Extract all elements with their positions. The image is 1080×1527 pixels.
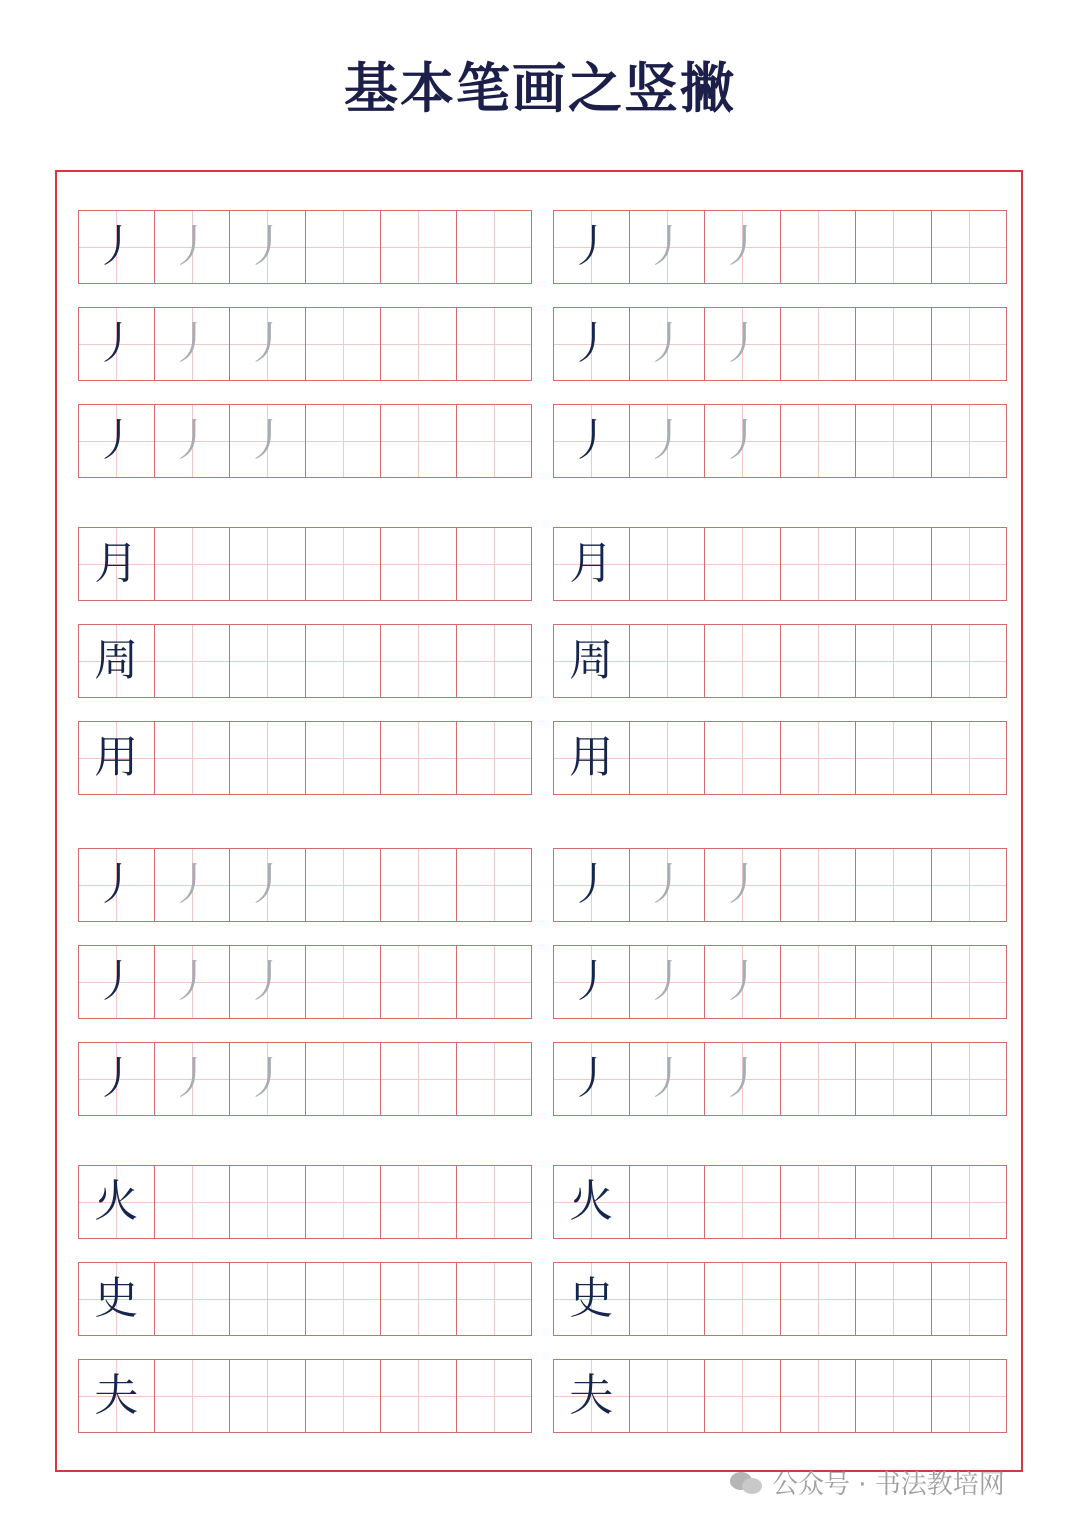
practice-row (78, 1359, 532, 1433)
grid-cell (79, 211, 155, 283)
grid-cell (781, 405, 857, 477)
grid-cell (781, 722, 857, 794)
practice-row (78, 721, 532, 795)
grid-cell (781, 1166, 857, 1238)
trace-character: 丿 (169, 956, 214, 1007)
grid-cell (457, 722, 532, 794)
grid-cell (554, 849, 630, 921)
grid-cell (306, 625, 382, 697)
practice-row (78, 210, 532, 284)
grid-cell (781, 211, 857, 283)
grid-cell (932, 1360, 1007, 1432)
grid-cell (155, 946, 231, 1018)
grid-cell (932, 1043, 1007, 1115)
trace-character: 丿 (720, 415, 765, 466)
model-character: 夫 (569, 1370, 614, 1421)
practice-row (78, 1262, 532, 1336)
trace-character: 丿 (720, 318, 765, 369)
grid-cell (932, 1263, 1007, 1335)
grid-cell (781, 308, 857, 380)
grid-cell (230, 722, 306, 794)
model-character: 月 (94, 538, 139, 589)
grid-cell (79, 625, 155, 697)
model-character: 丿 (94, 1053, 139, 1104)
grid-cell (79, 849, 155, 921)
grid-cell (705, 1166, 781, 1238)
grid-cell (381, 308, 457, 380)
practice-row (553, 721, 1007, 795)
grid-cell (79, 946, 155, 1018)
practice-row (78, 1165, 532, 1239)
grid-cell (932, 528, 1007, 600)
grid-cell (856, 1263, 932, 1335)
grid-cell (932, 849, 1007, 921)
grid-cell (554, 528, 630, 600)
grid-cell (630, 528, 706, 600)
grid-cell (932, 405, 1007, 477)
model-character: 火 (569, 1176, 614, 1227)
grid-cell (554, 946, 630, 1018)
grid-cell (306, 1166, 382, 1238)
grid-cell (457, 211, 532, 283)
grid-cell (630, 625, 706, 697)
grid-cell (306, 849, 382, 921)
grid-cell (306, 308, 382, 380)
grid-cell (79, 722, 155, 794)
grid-cell (630, 308, 706, 380)
grid-cell (230, 308, 306, 380)
grid-cell (155, 849, 231, 921)
grid-cell (381, 722, 457, 794)
grid-cell (705, 211, 781, 283)
grid-cell (630, 1166, 706, 1238)
grid-cell (630, 1263, 706, 1335)
trace-character: 丿 (169, 318, 214, 369)
trace-character: 丿 (245, 1053, 290, 1104)
grid-cell (381, 849, 457, 921)
grid-cell (79, 308, 155, 380)
grid-cell (781, 625, 857, 697)
grid-cell (630, 1360, 706, 1432)
grid-cell (155, 405, 231, 477)
grid-cell (705, 1263, 781, 1335)
model-character: 夫 (94, 1370, 139, 1421)
grid-cell (155, 625, 231, 697)
grid-cell (381, 211, 457, 283)
grid-cell (457, 308, 532, 380)
grid-cell (230, 1166, 306, 1238)
grid-cell (705, 722, 781, 794)
practice-row (78, 307, 532, 381)
grid-cell (457, 946, 532, 1018)
practice-row (553, 1165, 1007, 1239)
grid-cell (630, 946, 706, 1018)
grid-cell (79, 405, 155, 477)
grid-cell (155, 1166, 231, 1238)
grid-cell (381, 1360, 457, 1432)
model-character: 丿 (569, 859, 614, 910)
practice-row (78, 624, 532, 698)
grid-cell (781, 1263, 857, 1335)
grid-cell (554, 722, 630, 794)
trace-character: 丿 (644, 318, 689, 369)
grid-cell (457, 1043, 532, 1115)
grid-cell (230, 1263, 306, 1335)
grid-cell (155, 1263, 231, 1335)
grid-cell (554, 1360, 630, 1432)
practice-row (553, 1359, 1007, 1433)
model-character: 丿 (94, 415, 139, 466)
grid-cell (155, 722, 231, 794)
grid-cell (856, 211, 932, 283)
trace-character: 丿 (644, 1053, 689, 1104)
grid-cell (781, 1043, 857, 1115)
grid-cell (856, 946, 932, 1018)
grid-cell (79, 1166, 155, 1238)
grid-cell (932, 946, 1007, 1018)
grid-cell (932, 722, 1007, 794)
trace-character: 丿 (720, 221, 765, 272)
grid-cell (856, 1360, 932, 1432)
grid-cell (705, 625, 781, 697)
grid-cell (79, 1360, 155, 1432)
practice-row (553, 624, 1007, 698)
grid-cell (306, 1263, 382, 1335)
grid-cell (381, 625, 457, 697)
practice-row (553, 1042, 1007, 1116)
trace-character: 丿 (245, 221, 290, 272)
practice-row (78, 404, 532, 478)
model-character: 月 (569, 538, 614, 589)
grid-cell (457, 405, 532, 477)
grid-cell (79, 1043, 155, 1115)
grid-cell (781, 528, 857, 600)
grid-cell (155, 211, 231, 283)
grid-cell (630, 849, 706, 921)
grid-cell (554, 211, 630, 283)
grid-cell (457, 1166, 532, 1238)
grid-cell (306, 946, 382, 1018)
model-character: 用 (94, 732, 139, 783)
watermark-text: 公众号 · 书法教培网 (772, 1470, 1005, 1500)
grid-cell (856, 1043, 932, 1115)
grid-cell (381, 528, 457, 600)
grid-cell (705, 1360, 781, 1432)
model-character: 周 (94, 635, 139, 686)
grid-cell (856, 849, 932, 921)
grid-cell (705, 946, 781, 1018)
practice-row (78, 945, 532, 1019)
grid-cell (457, 1263, 532, 1335)
grid-cell (155, 528, 231, 600)
grid-cell (554, 625, 630, 697)
grid-cell (306, 405, 382, 477)
trace-character: 丿 (169, 1053, 214, 1104)
grid-cell (230, 1043, 306, 1115)
grid-cell (155, 308, 231, 380)
trace-character: 丿 (720, 859, 765, 910)
grid-cell (856, 722, 932, 794)
grid-cell (781, 849, 857, 921)
model-character: 史 (569, 1273, 614, 1324)
wechat-icon (730, 1470, 764, 1496)
model-character: 丿 (569, 956, 614, 1007)
grid-cell (856, 405, 932, 477)
grid-cell (705, 308, 781, 380)
grid-cell (381, 405, 457, 477)
grid-cell (932, 308, 1007, 380)
model-character: 史 (94, 1273, 139, 1324)
trace-character: 丿 (644, 221, 689, 272)
practice-row (78, 1042, 532, 1116)
grid-cell (230, 528, 306, 600)
grid-cell (230, 1360, 306, 1432)
grid-cell (932, 211, 1007, 283)
practice-row (78, 848, 532, 922)
grid-cell (630, 405, 706, 477)
trace-character: 丿 (644, 956, 689, 1007)
grid-cell (230, 946, 306, 1018)
model-character: 丿 (94, 956, 139, 1007)
grid-cell (381, 946, 457, 1018)
grid-cell (381, 1043, 457, 1115)
grid-cell (554, 1166, 630, 1238)
practice-row (553, 404, 1007, 478)
practice-row (553, 1262, 1007, 1336)
grid-cell (79, 1263, 155, 1335)
grid-cell (705, 849, 781, 921)
practice-row (553, 210, 1007, 284)
page-title: 基本笔画之竖撇 (344, 56, 736, 120)
trace-character: 丿 (169, 415, 214, 466)
grid-cell (230, 849, 306, 921)
grid-cell (230, 625, 306, 697)
grid-cell (306, 722, 382, 794)
practice-row (553, 527, 1007, 601)
grid-cell (306, 528, 382, 600)
grid-cell (856, 1166, 932, 1238)
grid-cell (306, 1043, 382, 1115)
model-character: 丿 (569, 318, 614, 369)
grid-cell (630, 211, 706, 283)
grid-cell (932, 625, 1007, 697)
trace-character: 丿 (245, 318, 290, 369)
grid-cell (856, 528, 932, 600)
trace-character: 丿 (720, 1053, 765, 1104)
grid-cell (230, 405, 306, 477)
model-character: 丿 (94, 318, 139, 369)
grid-cell (932, 1166, 1007, 1238)
trace-character: 丿 (720, 956, 765, 1007)
trace-character: 丿 (644, 415, 689, 466)
model-character: 丿 (569, 1053, 614, 1104)
grid-cell (155, 1360, 231, 1432)
grid-cell (705, 1043, 781, 1115)
grid-cell (856, 625, 932, 697)
grid-cell (79, 528, 155, 600)
model-character: 用 (569, 732, 614, 783)
trace-character: 丿 (245, 415, 290, 466)
grid-cell (306, 1360, 382, 1432)
model-character: 火 (94, 1176, 139, 1227)
model-character: 丿 (569, 221, 614, 272)
practice-row (553, 848, 1007, 922)
watermark (730, 1464, 1005, 1501)
grid-cell (705, 405, 781, 477)
grid-cell (554, 405, 630, 477)
grid-cell (381, 1166, 457, 1238)
grid-cell (781, 946, 857, 1018)
grid-cell (554, 308, 630, 380)
grid-cell (630, 722, 706, 794)
grid-cell (155, 1043, 231, 1115)
grid-cell (381, 1263, 457, 1335)
trace-character: 丿 (169, 859, 214, 910)
model-character: 丿 (94, 221, 139, 272)
grid-cell (457, 1360, 532, 1432)
trace-character: 丿 (169, 221, 214, 272)
model-character: 丿 (94, 859, 139, 910)
grid-cell (457, 849, 532, 921)
grid-cell (457, 625, 532, 697)
grid-cell (781, 1360, 857, 1432)
trace-character: 丿 (245, 956, 290, 1007)
model-character: 周 (569, 635, 614, 686)
trace-character: 丿 (245, 859, 290, 910)
practice-row (78, 527, 532, 601)
grid-cell (457, 528, 532, 600)
grid-cell (630, 1043, 706, 1115)
grid-cell (856, 308, 932, 380)
grid-cell (554, 1043, 630, 1115)
grid-cell (230, 211, 306, 283)
practice-row (553, 945, 1007, 1019)
trace-character: 丿 (644, 859, 689, 910)
grid-cell (705, 528, 781, 600)
practice-row (553, 307, 1007, 381)
grid-cell (554, 1263, 630, 1335)
model-character: 丿 (569, 415, 614, 466)
grid-cell (306, 211, 382, 283)
